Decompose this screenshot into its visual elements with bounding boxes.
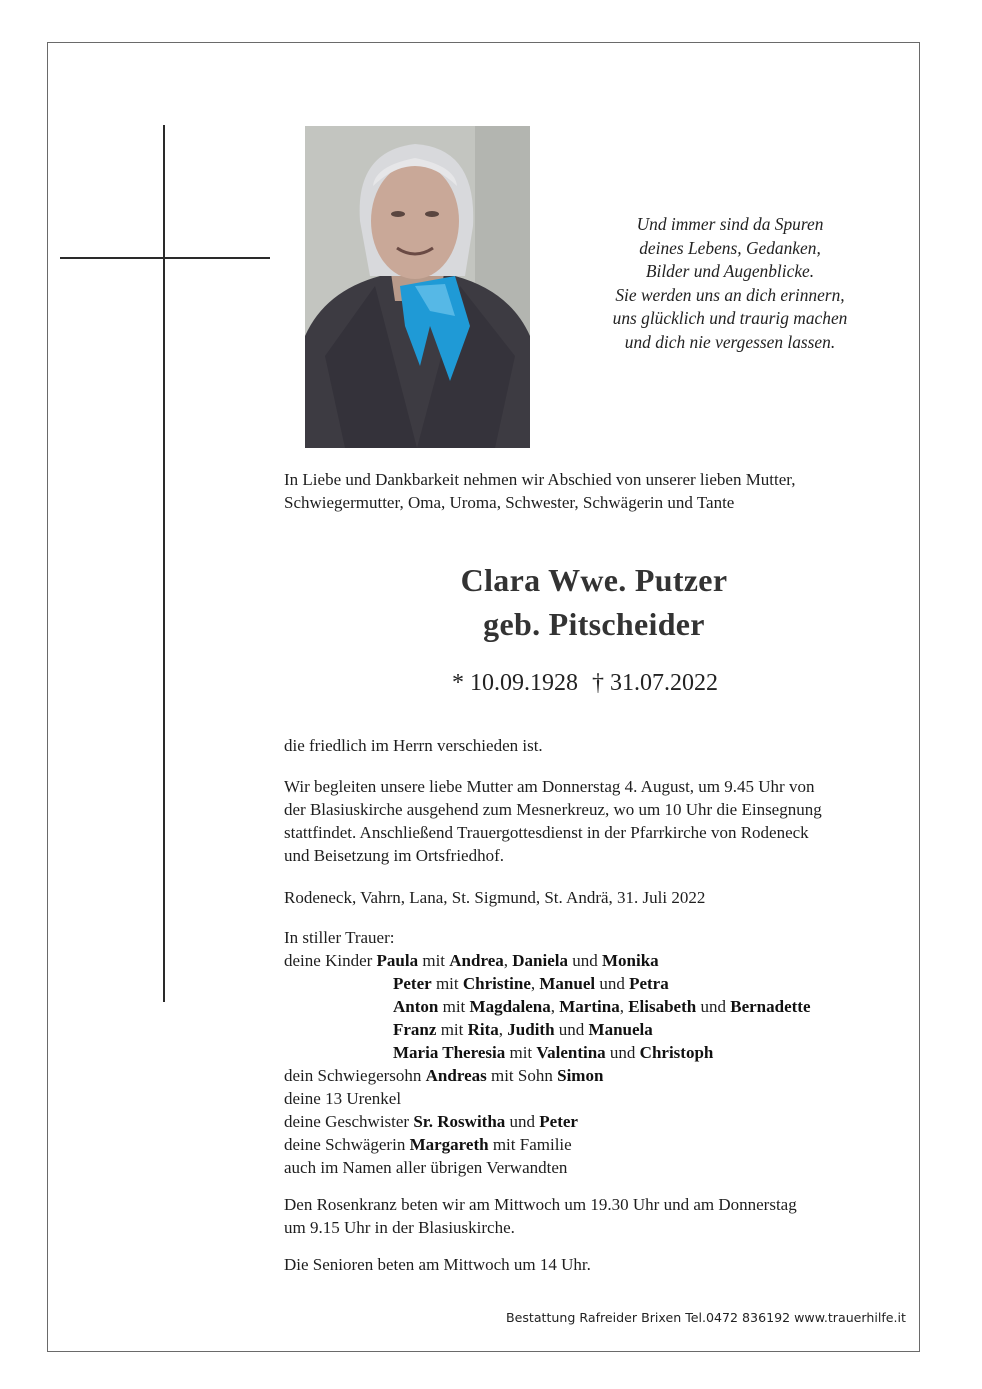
mourner-line: Anton mit Magdalena, Martina, Elisabeth und Bernadette [393, 997, 811, 1016]
grandchild-name: Bernadette [730, 997, 811, 1016]
mourner-line: Franz mit Rita, Judith und Manuela [393, 1020, 653, 1039]
deceased-birth-name: geb. Pitscheider [483, 606, 705, 642]
grandchild-name: Christine [462, 974, 531, 993]
grandchild-name: Manuel [539, 974, 596, 993]
seniors-line: Die Senioren beten am Mittwoch um 14 Uhr. [284, 1255, 591, 1274]
child-name: Franz [393, 1020, 437, 1039]
grandchild-name: Daniela [512, 951, 568, 970]
mourner-line: deine 13 Urenkel [284, 1089, 402, 1108]
cross-horizontal-bar [60, 257, 270, 259]
poem-line: uns glücklich und traurig machen [612, 308, 848, 329]
birth-date: * 10.09.1928 [452, 670, 578, 696]
poem-line: Und immer sind da Spuren [636, 214, 824, 234]
mourners-list [284, 926, 811, 1179]
rosary-line: Den Rosenkranz beten wir am Mittwoch um 19.30 Uhr und am Donnerstag [284, 1195, 797, 1214]
deceased-name-block [284, 558, 904, 646]
grandchild-name: Andrea [449, 951, 504, 970]
mourner-line: dein Schwiegersohn Andreas mit Sohn Simon [284, 1066, 604, 1085]
mourner-line: deine Kinder Paula mit Andrea, Daniela und Monika [284, 951, 659, 970]
poem-line: und dich nie vergessen lassen. [624, 331, 836, 352]
grandchild-name: Petra [629, 974, 669, 993]
funeral-home-footer: Bestattung Rafreider Brixen Tel.0472 836192 www.trauerhilfe.it [505, 1310, 906, 1325]
funeral-line: und Beisetzung im Ortsfriedhof. [284, 846, 505, 865]
son-in-law-name: Andreas [425, 1066, 487, 1085]
portrait-illustration [305, 126, 530, 448]
intro-paragraph [284, 468, 796, 514]
passing-line: die friedlich im Herrn verschieden ist. [284, 736, 543, 755]
funeral-line: stattfindet. Anschließend Trauergottesdienst in der Pfarrkirche von Rodeneck [284, 823, 809, 842]
grandchild-name: Valentina [536, 1043, 606, 1062]
mourners-heading: In stiller Trauer: [284, 928, 395, 947]
poem-line: Sie werden uns an dich erinnern, [615, 284, 845, 305]
child-name: Maria Theresia [393, 1043, 506, 1062]
rosary-paragraph [284, 1193, 797, 1239]
portrait-photo [305, 126, 530, 448]
grandchild-name: Manuela [588, 1020, 653, 1039]
mourner-line: deine Schwägerin Margareth mit Familie [284, 1135, 572, 1154]
poem-line: deines Lebens, Gedanken, [639, 237, 821, 258]
funeral-line: der Blasiuskirche ausgehend zum Mesnerkreuz, wo um 10 Uhr die Einsegnung [284, 800, 822, 819]
funeral-paragraph [284, 775, 822, 867]
grandchild-name: Christoph [639, 1043, 714, 1062]
grandchild-name: Rita [467, 1020, 499, 1039]
mourner-line: deine Geschwister Sr. Roswitha und Peter [284, 1112, 578, 1131]
intro-line: Schwiegermutter, Oma, Uroma, Schwester, Schwägerin und Tante [284, 493, 735, 512]
grandchild-name: Magdalena [469, 997, 551, 1016]
grandchild-name: Judith [507, 1020, 555, 1039]
child-name: Anton [393, 997, 439, 1016]
mourner-line: Peter mit Christine, Manuel und Petra [393, 974, 669, 993]
place-date: Rodeneck, Vahrn, Lana, St. Sigmund, St. Andrä, 31. Juli 2022 [284, 888, 706, 907]
funeral-line: Wir begleiten unsere liebe Mutter am Donnerstag 4. August, um 9.45 Uhr von [284, 777, 815, 796]
life-dates [452, 668, 718, 698]
deceased-name: Clara Wwe. Putzer [460, 562, 728, 598]
intro-line: In Liebe und Dankbarkeit nehmen wir Abschied von unserer lieben Mutter, [284, 470, 796, 489]
child-name: Paula [376, 951, 419, 970]
grandchild-name: Elisabeth [628, 997, 697, 1016]
sibling-name: Peter [539, 1112, 578, 1131]
mourner-line: Maria Theresia mit Valentina und Christoph [393, 1043, 714, 1062]
grandchild-name: Martina [559, 997, 620, 1016]
grandchild-name: Monika [601, 951, 659, 970]
sister-in-law-name: Margareth [409, 1135, 489, 1154]
mourner-line: auch im Namen aller übrigen Verwandten [284, 1158, 568, 1177]
child-name: Peter [393, 974, 432, 993]
poem-line: Bilder und Augenblicke. [645, 261, 815, 282]
rosary-line: um 9.15 Uhr in der Blasiuskirche. [284, 1218, 515, 1237]
memorial-poem [560, 213, 900, 355]
grandson-name: Simon [557, 1066, 604, 1085]
sibling-name: Sr. Roswitha [413, 1112, 506, 1131]
death-date: † 31.07.2022 [592, 670, 718, 696]
